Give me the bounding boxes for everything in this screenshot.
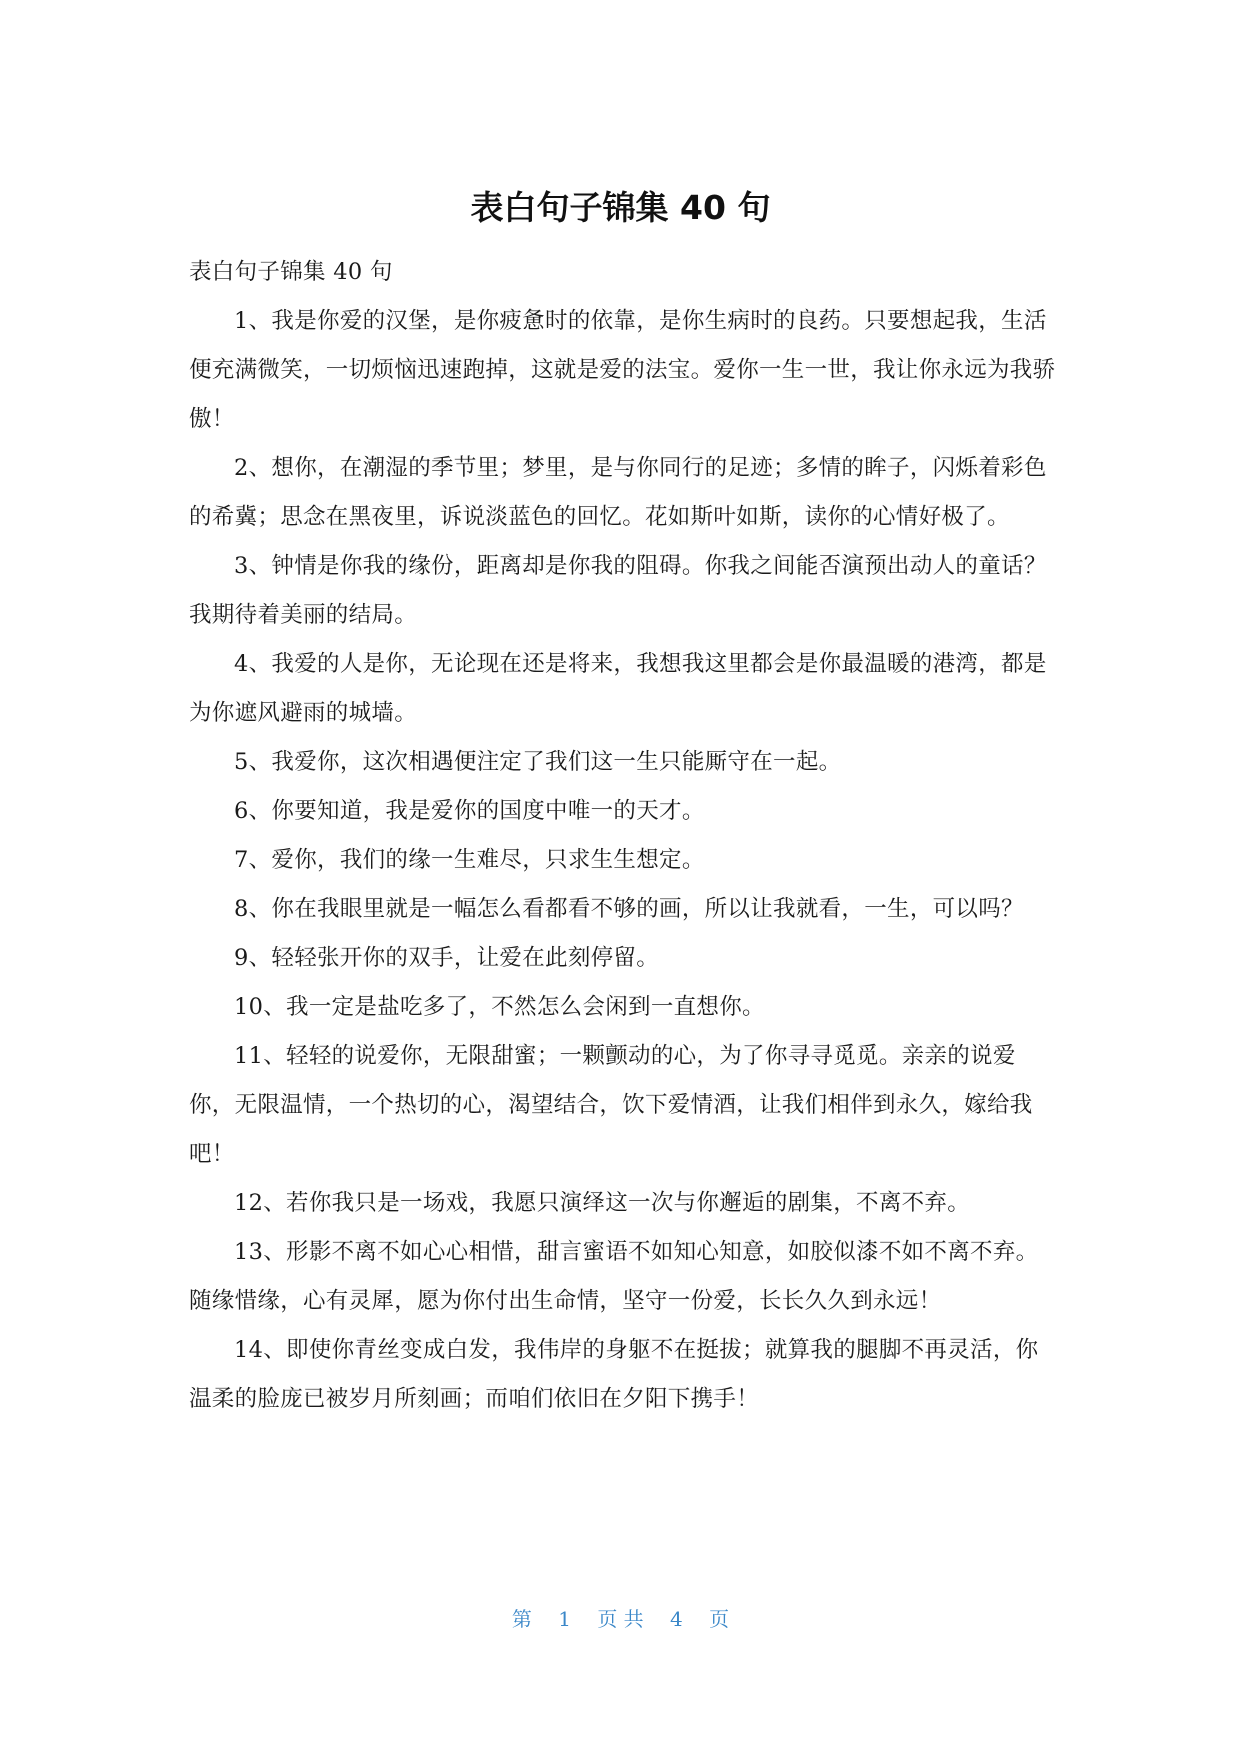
list-item: 3、钟情是你我的缘份，距离却是你我的阻碍。你我之间能否演预出动人的童话？我期待着美丽的结局。 — [189, 553, 1047, 628]
footer-total-pages: 4 — [670, 1607, 683, 1631]
list-item: 14、即使你青丝变成白发，我伟岸的身躯不在挺拔；就算我的腿脚不再灵活，你温柔的脸庞已被岁月所刻画；而咱们依旧在夕阳下携手！ — [189, 1337, 1039, 1412]
document-title: 表白句子锦集 40 句 — [470, 188, 771, 227]
list-item: 13、形影不离不如心心相惜，甜言蜜语不如知心知意，如胶似漆不如不离不弃。随缘惜缘，心有灵犀，愿为你付出生命情，坚守一份爱，长长久久到永远！ — [189, 1239, 1039, 1314]
footer-of-label: 页 共 — [597, 1607, 644, 1631]
list-item: 2、想你，在潮湿的季节里；梦里，是与你同行的足迹；多情的眸子，闪烁着彩色的希冀；思念在黑夜里，诉说淡蓝色的回忆。花如斯叶如斯，读你的心情好极了。 — [189, 455, 1047, 530]
list-item: 11、轻轻的说爱你，无限甜蜜；一颗颤动的心，为了你寻寻觅觅。亲亲的说爱你，无限温情，一个热切的心，渴望结合，饮下爱情酒，让我们相伴到永久，嫁给我吧！ — [189, 1043, 1033, 1167]
page-footer — [0, 1605, 1241, 1633]
document-subtitle: 表白句子锦集 40 句 — [189, 259, 393, 285]
list-item: 5、我爱你，这次相遇便注定了我们这一生只能厮守在一起。 — [234, 749, 842, 775]
list-item: 10、我一定是盐吃多了，不然怎么会闲到一直想你。 — [234, 994, 765, 1020]
list-item: 9、轻轻张开你的双手，让爱在此刻停留。 — [234, 945, 660, 971]
document-body — [189, 248, 1057, 1424]
list-item: 6、你要知道，我是爱你的国度中唯一的天才。 — [234, 798, 705, 824]
footer-page-label: 第 — [511, 1607, 532, 1631]
footer-pages-label: 页 — [709, 1607, 730, 1631]
list-item: 7、爱你，我们的缘一生难尽，只求生生想定。 — [234, 847, 705, 873]
list-item: 4、我爱的人是你，无论现在还是将来，我想我这里都会是你最温暖的港湾，都是为你遮风避雨的城墙。 — [189, 651, 1047, 726]
list-item: 12、若你我只是一场戏，我愿只演绎这一次与你邂逅的剧集，不离不弃。 — [234, 1190, 971, 1216]
footer-current-page: 1 — [558, 1607, 571, 1631]
list-item: 1、我是你爱的汉堡，是你疲惫时的依靠，是你生病时的良药。只要想起我，生活便充满微笑，一切烦恼迅速跑掉，这就是爱的法宝。爱你一生一世，我让你永远为我骄傲！ — [189, 308, 1056, 432]
list-item: 8、你在我眼里就是一幅怎么看都看不够的画，所以让我就看，一生，可以吗？ — [234, 896, 1024, 922]
